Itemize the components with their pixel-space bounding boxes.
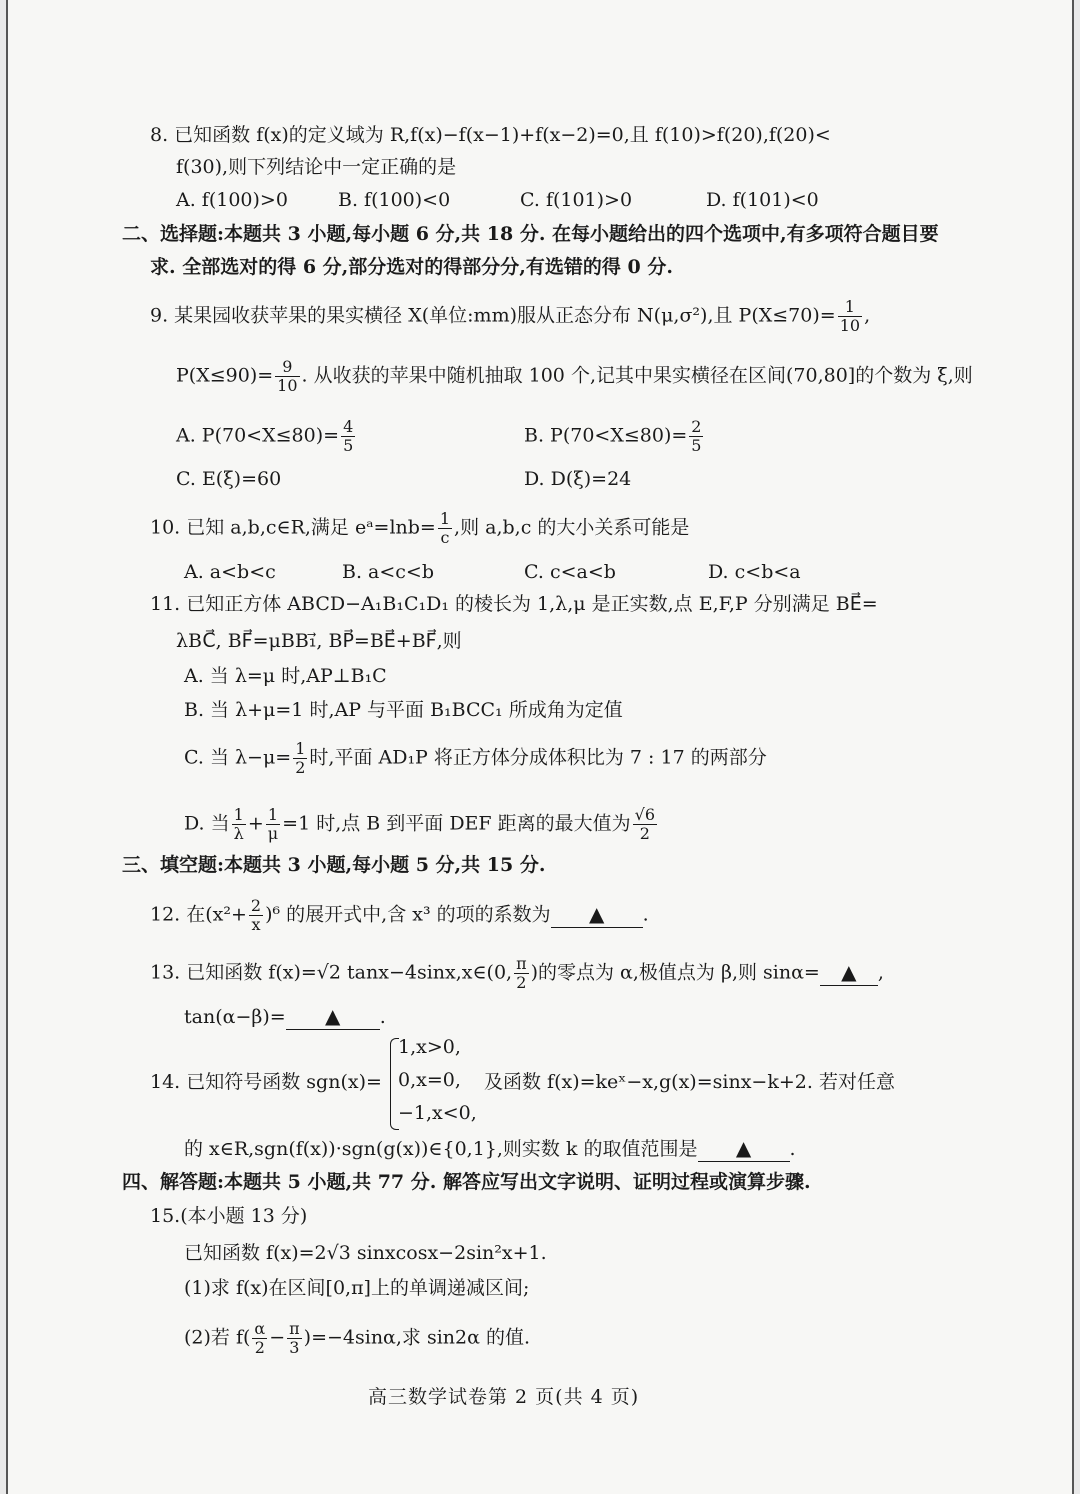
q14-line2: 的 x∈R,sgn(f(x))·sgn(g(x))∈{0,1},则实数 k 的取值范围是 ▲ . — [184, 1136, 796, 1160]
q9-option-d: D. D(ξ)=24 — [524, 468, 632, 490]
section3-heading: 三、填空题:本题共 3 小题,每小题 5 分,共 15 分. — [122, 854, 546, 876]
q9-fraction-2: $\frac{9}{10}$ — [277, 357, 298, 395]
section2-heading-cont: 求. 全部选对的得 6 分,部分选对的得部分分,有选错的得 0 分. — [150, 256, 673, 278]
exam-page — [6, 0, 1074, 1494]
q15-given: 已知函数 f(x)=2√3 sinxcosx−2sin²x+1. — [184, 1242, 547, 1264]
q9-fraction-1: $\frac{1}{10}$ — [839, 297, 861, 335]
q9-option-a: A. P(70<X≤80)= $\frac{4}{5}$ — [176, 417, 354, 455]
q11-option-b: B. 当 λ+μ=1 时,AP 与平面 B₁BCC₁ 所成角为定值 — [184, 699, 623, 721]
q9-option-c: C. E(ξ)=60 — [176, 468, 282, 490]
q11-line1: 11. 已知正方体 ABCD−A₁B₁C₁D₁ 的棱长为 1,λ,μ 是正实数,点 E,F,P 分别满足 BE⃗= — [150, 593, 878, 615]
q8-option-d: D. f(101)<0 — [706, 189, 819, 211]
sgn-case-zero: 0,x=0, — [398, 1069, 461, 1091]
q8-line1: 8. 已知函数 f(x)的定义域为 R,f(x)−f(x−1)+f(x−2)=0,且 f(10)>f(20),f(20)< — [150, 124, 831, 146]
q9-line1: 9. 某果园收获苹果的果实横径 X(单位:mm)服从正态分布 N(μ,σ²),且 P(X≤70)= $\frac{1}{10}$ , — [150, 297, 871, 335]
q13-answer-blank-1: ▲ — [820, 959, 878, 986]
q9-option-b: B. P(70<X≤80)= $\frac{2}{5}$ — [524, 417, 702, 455]
q11-option-d: D. 当 $\frac{1}{\lambda}$ + $\frac{1}{\mu}$ =1 时,点 B 到平面 DEF 距离的最大值为 $\frac{√6}{2}$ — [184, 805, 656, 843]
q8-line2: f(30),则下列结论中一定正确的是 — [176, 156, 457, 178]
q15-title: 15.(本小题 13 分) — [150, 1205, 308, 1227]
q14-answer-blank: ▲ — [698, 1135, 790, 1162]
sgn-case-positive: 1,x>0, — [398, 1036, 461, 1058]
q9-line2: P(X≤90)= $\frac{9}{10}$ . 从收获的苹果中随机抽取 100 个,记其中果实横径在区间(70,80]的个数为 ξ,则 — [176, 357, 973, 395]
q13-line1: 13. 已知函数 f(x)=√2 tanx−4sinx,x∈(0, $\frac{\pi}{2}$ )的零点为 α,极值点为 β,则 sinα= ▲ , — [150, 954, 884, 992]
q15-part2: (2)若 f( $\frac{\alpha}{2}$ − $\frac{\pi}{3}$ )=−4sinα,求 sin2α 的值. — [184, 1319, 531, 1357]
q8-option-b: B. f(100)<0 — [338, 189, 451, 211]
q12-stem: 12. 在(x²+ $\frac{2}{x}$ )⁶ 的展开式中,含 x³ 的项的系数为 ▲ . — [150, 896, 649, 934]
q10-option-d: D. c<b<a — [708, 561, 801, 583]
q11-option-c: C. 当 λ−μ= $\frac{1}{2}$ 时,平面 AD₁P 将正方体分成体积比为 7 : 17 的两部分 — [184, 739, 767, 777]
q10-stem: 10. 已知 a,b,c∈R,满足 eᵃ=lnb= $\frac{1}{c}$ ,则 a,b,c 的大小关系可能是 — [150, 509, 690, 547]
q8-option-a: A. f(100)>0 — [176, 189, 288, 211]
q15-part1: (1)求 f(x)在区间[0,π]上的单调递减区间; — [184, 1277, 530, 1299]
q10-option-b: B. a<c<b — [342, 561, 435, 583]
page-footer: 高三数学试卷第 2 页(共 4 页) — [368, 1386, 640, 1408]
q13-line2: tan(α−β)= ▲ . — [184, 1004, 386, 1028]
q14-stem-left: 14. 已知符号函数 sgn(x)= — [150, 1071, 382, 1093]
q10-option-c: C. c<a<b — [524, 561, 616, 583]
q8-option-c: C. f(101)>0 — [520, 189, 633, 211]
q12-answer-blank: ▲ — [551, 901, 643, 928]
q13-answer-blank-2: ▲ — [286, 1003, 380, 1030]
q14-stem-right: 及函数 f(x)=keˣ−x,g(x)=sinx−k+2. 若对任意 — [484, 1071, 895, 1093]
sgn-case-negative: −1,x<0, — [398, 1102, 477, 1124]
section4-heading: 四、解答题:本题共 5 小题,共 77 分. 解答应写出文字说明、证明过程或演算步骤. — [122, 1171, 811, 1193]
section2-heading: 二、选择题:本题共 3 小题,每小题 6 分,共 18 分. 在每小题给出的四个选项中,有多项符合题目要 — [122, 223, 939, 245]
q11-option-a: A. 当 λ=μ 时,AP⊥B₁C — [184, 665, 387, 687]
q10-option-a: A. a<b<c — [184, 561, 276, 583]
q11-line2: λBC⃗, BF⃗=μBB₁⃗, BP⃗=BE⃗+BF⃗,则 — [176, 630, 462, 652]
